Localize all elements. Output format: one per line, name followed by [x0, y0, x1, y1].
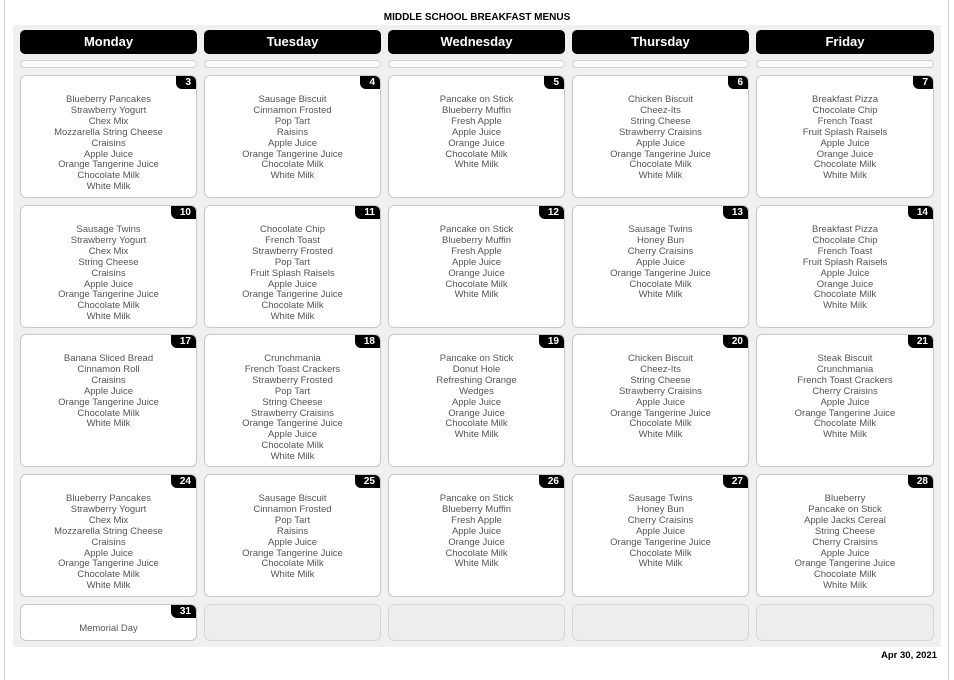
menu-list	[389, 95, 564, 171]
menu-item: French Toast Crackers	[797, 374, 893, 386]
menu-list	[205, 354, 380, 463]
menu-list	[757, 95, 933, 182]
menu-item: Orange Tangerine Juice	[58, 159, 159, 171]
day-box	[572, 474, 749, 597]
day-box	[204, 474, 381, 597]
menu-item: Blueberry Pancakes	[65, 493, 152, 504]
menu-item: Strawberry Frosted	[252, 374, 333, 386]
header-spacer	[756, 60, 934, 68]
menu-item: Pancake on Stick	[439, 353, 514, 364]
menu-item: Orange Tangerine Juice	[610, 148, 711, 160]
menu-item: Chocolate Chip	[812, 234, 878, 246]
menu-item: Orange Tangerine Juice	[242, 148, 343, 160]
day-box	[20, 334, 197, 467]
menu-item: Chocolate Milk	[77, 170, 140, 182]
menu-item: Strawberry Yogurt	[70, 234, 147, 246]
header-spacer	[388, 60, 565, 68]
day-header-wednesday: Wednesday	[388, 30, 565, 54]
day-box	[756, 75, 934, 198]
menu-item: Apple Juice	[267, 536, 318, 548]
menu-item: Orange Tangerine Juice	[58, 289, 159, 301]
menu-item: Sausage Biscuit	[258, 94, 327, 105]
menu-item: Pancake on Stick	[439, 94, 514, 105]
menu-item: Orange Juice	[816, 278, 874, 290]
menu-item: Raisins	[276, 525, 309, 537]
menu-item: Cherry Craisins	[812, 385, 878, 397]
day-box	[20, 604, 197, 641]
day-box	[204, 205, 381, 328]
menu-item: White Milk	[454, 558, 499, 570]
day-header-tuesday: Tuesday	[204, 30, 381, 54]
menu-item: Blueberry Muffin	[442, 234, 511, 246]
menu-item: Chocolate Milk	[445, 148, 508, 160]
date-badge: 12	[539, 206, 564, 219]
menu-item: Chocolate Milk	[261, 440, 324, 452]
menu-item: Apple Juice	[83, 278, 134, 290]
menu-item: Pancake on Stick	[808, 503, 882, 515]
menu-item: Apple Juice	[267, 137, 318, 149]
menu-item: Apple Juice	[635, 396, 686, 408]
menu-item: Fresh Apple	[451, 115, 502, 127]
menu-item: White Milk	[86, 580, 131, 592]
menu-list	[389, 494, 564, 570]
date-badge: 20	[723, 335, 748, 348]
page-left-rule	[4, 0, 5, 680]
calendar-grid	[13, 25, 941, 647]
menu-item: Chocolate Milk	[813, 159, 877, 171]
menu-item: White Milk	[86, 418, 131, 430]
menu-item: Blueberry Pancakes	[65, 94, 152, 105]
menu-item: Fruit Splash Raisels	[802, 256, 888, 268]
menu-item: Raisins	[276, 126, 309, 138]
menu-item: Strawberry Craisins	[251, 407, 334, 419]
menu-item: Pancake on Stick	[439, 493, 514, 504]
menu-item: Apple Juice	[451, 396, 502, 408]
page-right-rule	[948, 0, 949, 680]
menu-item: Chocolate Milk	[261, 300, 324, 312]
menu-item: Cheez-Its	[640, 363, 681, 375]
menu-list	[573, 95, 748, 182]
empty-day-box	[756, 604, 934, 641]
day-box	[756, 334, 934, 467]
menu-item: Pancake on Stick	[439, 224, 514, 235]
menu-item: Memorial Day	[79, 623, 138, 634]
menu-item: White Milk	[454, 429, 499, 441]
menu-item: Chex Mix	[88, 115, 129, 127]
menu-item: Crunchmania	[264, 353, 321, 364]
day-box	[388, 205, 565, 328]
day-box	[572, 334, 749, 467]
menu-item: Strawberry Craisins	[619, 126, 702, 138]
menu-list	[205, 494, 380, 581]
menu-item: Pop Tart	[274, 115, 311, 127]
menu-item: Blueberry Muffin	[442, 104, 511, 116]
date-badge: 21	[908, 335, 933, 348]
day-box	[20, 75, 197, 198]
menu-item: Apple Juice	[451, 525, 502, 537]
menu-item: Apple Juice	[820, 267, 870, 279]
menu-item: Cinnamon Frosted	[253, 104, 332, 116]
date-badge: 7	[913, 76, 933, 89]
menu-item: White Milk	[270, 451, 315, 463]
menu-item: Craisins	[91, 374, 126, 386]
menu-item: Honey Bun	[636, 234, 684, 246]
menu-item: String Cheese	[262, 396, 323, 408]
menu-item: Orange Tangerine Juice	[242, 418, 343, 430]
menu-item: Crunchmania	[816, 363, 874, 375]
menu-item: Fruit Splash Raisels	[250, 267, 335, 279]
menu-item: Chicken Biscuit	[628, 353, 693, 364]
menu-item: Orange Juice	[448, 267, 505, 279]
empty-day-box	[388, 604, 565, 641]
menu-item: Craisins	[91, 137, 126, 149]
header-spacer	[204, 60, 381, 68]
date-badge: 11	[355, 206, 380, 219]
day-box	[204, 75, 381, 198]
menu-list	[573, 225, 748, 301]
menu-item: Mozzarella String Cheese	[54, 525, 163, 537]
menu-item: Chocolate Chip	[812, 104, 878, 116]
menu-item: White Milk	[638, 558, 683, 570]
menu-item: Chocolate Milk	[445, 278, 508, 290]
menu-item: Chocolate Milk	[445, 418, 508, 430]
menu-item: White Milk	[823, 300, 867, 312]
menu-item: Steak Biscuit	[817, 353, 873, 364]
day-box	[204, 334, 381, 467]
date-badge: 26	[539, 475, 564, 488]
menu-item: French Toast	[265, 234, 320, 246]
menu-item: Honey Bun	[636, 503, 684, 515]
menu-item: White Milk	[454, 159, 499, 171]
date-badge: 4	[360, 76, 380, 89]
menu-item: Apple Juice	[267, 429, 318, 441]
menu-item: Chocolate Milk	[629, 278, 692, 290]
day-box	[20, 474, 197, 597]
day-box	[388, 334, 565, 467]
empty-day-box	[572, 604, 749, 641]
menu-item: Chocolate Milk	[77, 300, 140, 312]
menu-item: Chex Mix	[88, 514, 129, 526]
menu-item: Cherry Craisins	[627, 514, 694, 526]
date-badge: 13	[723, 206, 748, 219]
empty-day-box	[204, 604, 381, 641]
page-title: MIDDLE SCHOOL BREAKFAST MENUS	[383, 12, 571, 23]
menu-item: White Milk	[270, 569, 315, 581]
day-box	[572, 205, 749, 328]
menu-item: Chocolate Chip	[260, 224, 325, 235]
day-box	[388, 474, 565, 597]
menu-item: Craisins	[91, 267, 126, 279]
menu-item: String Cheese	[814, 525, 876, 537]
menu-item: Chocolate Milk	[77, 407, 140, 419]
day-header-friday: Friday	[756, 30, 934, 54]
menu-item: Chocolate Milk	[261, 159, 324, 171]
menu-item: White Milk	[823, 580, 867, 592]
menu-item: String Cheese	[78, 256, 139, 268]
menu-item: String Cheese	[630, 115, 691, 127]
menu-item: Orange Tangerine Juice	[58, 396, 159, 408]
menu-item: Orange Tangerine Juice	[242, 289, 343, 301]
menu-item: Blueberry	[824, 493, 866, 504]
menu-list	[573, 354, 748, 441]
day-box	[572, 75, 749, 198]
menu-item: Refreshing Orange	[436, 374, 517, 386]
menu-list	[21, 95, 196, 193]
date-badge: 25	[355, 475, 380, 488]
menu-item: White Milk	[86, 311, 131, 323]
menu-item: Strawberry Craisins	[619, 385, 702, 397]
menu-item: Chex Mix	[88, 245, 129, 257]
menu-item: Sausage Twins	[628, 493, 693, 504]
menu-list	[757, 354, 933, 441]
menu-item: Orange Tangerine Juice	[58, 558, 159, 570]
menu-item: Apple Juice	[820, 547, 870, 559]
menu-item: Sausage Twins	[628, 224, 693, 235]
menu-item: White Milk	[270, 170, 315, 182]
menu-item: White Milk	[823, 170, 867, 182]
menu-item: Orange Juice	[448, 536, 505, 548]
print-date: Apr 30, 2021	[881, 650, 937, 661]
date-badge: 6	[728, 76, 748, 89]
menu-item: White Milk	[638, 170, 683, 182]
menu-item: White Milk	[823, 429, 867, 441]
menu-item: Apple Juice	[635, 525, 686, 537]
date-badge: 19	[539, 335, 564, 348]
header-spacer	[20, 60, 197, 68]
menu-item: Strawberry Yogurt	[70, 104, 147, 116]
menu-list	[21, 354, 196, 430]
menu-list	[205, 95, 380, 182]
menu-item: Fresh Apple	[451, 245, 502, 257]
menu-item: White Milk	[638, 289, 683, 301]
menu-list	[389, 354, 564, 441]
menu-item: Orange Tangerine Juice	[610, 536, 711, 548]
header-spacer	[572, 60, 749, 68]
menu-item: Strawberry Yogurt	[70, 503, 147, 515]
menu-item: White Milk	[454, 289, 499, 301]
menu-item: Chocolate Milk	[629, 547, 692, 559]
menu-list	[21, 225, 196, 323]
day-box	[756, 474, 934, 597]
menu-item: White Milk	[270, 311, 315, 323]
menu-item: Strawberry Frosted	[252, 245, 333, 257]
date-badge: 5	[544, 76, 564, 89]
menu-item: Orange Tangerine Juice	[794, 407, 896, 419]
date-badge: 3	[176, 76, 196, 89]
menu-item: Pop Tart	[274, 256, 311, 268]
menu-item: String Cheese	[630, 374, 691, 386]
day-box	[388, 75, 565, 198]
menu-list	[389, 225, 564, 301]
menu-list	[757, 225, 933, 312]
menu-item: Cinnamon Roll	[77, 363, 140, 375]
menu-list	[21, 494, 196, 592]
menu-item: Chocolate Milk	[445, 547, 508, 559]
menu-list	[757, 494, 933, 592]
menu-item: White Milk	[86, 181, 131, 193]
menu-item: Fresh Apple	[451, 514, 502, 526]
menu-item: Pop Tart	[274, 385, 311, 397]
menu-item: Apple Juice	[267, 278, 318, 290]
menu-item: Craisins	[91, 536, 126, 548]
menu-item: Chocolate Milk	[261, 558, 324, 570]
date-badge: 14	[908, 206, 933, 219]
menu-item: Chocolate Milk	[629, 418, 692, 430]
menu-item: French Toast	[817, 115, 873, 127]
menu-item: Apple Juice	[451, 256, 502, 268]
day-box	[20, 205, 197, 328]
date-badge: 24	[171, 475, 196, 488]
menu-item: Sausage Biscuit	[258, 493, 327, 504]
menu-item: Apple Juice	[820, 137, 870, 149]
menu-list	[21, 624, 196, 635]
menu-item: Fruit Splash Raisels	[802, 126, 888, 138]
menu-item: Cheez-Its	[640, 104, 681, 116]
menu-item: French Toast Crackers	[244, 363, 341, 375]
menu-item: Wedges	[459, 385, 494, 397]
date-badge: 10	[171, 206, 196, 219]
menu-item: Cherry Craisins	[627, 245, 694, 257]
menu-item: Cherry Craisins	[812, 536, 878, 548]
menu-item: Breakfast Pizza	[812, 94, 878, 105]
menu-item: Apple Juice	[451, 126, 502, 138]
date-badge: 17	[171, 335, 196, 348]
menu-item: Chocolate Milk	[629, 159, 692, 171]
date-badge: 28	[908, 475, 933, 488]
menu-item: Chicken Biscuit	[628, 94, 693, 105]
menu-item: Blueberry Muffin	[442, 503, 511, 515]
menu-item: Chocolate Milk	[813, 418, 877, 430]
menu-item: Breakfast Pizza	[812, 224, 878, 235]
menu-item: Apple Juice	[83, 547, 134, 559]
menu-item: Donut Hole	[452, 363, 501, 375]
menu-item: Orange Tangerine Juice	[794, 558, 896, 570]
day-header-thursday: Thursday	[572, 30, 749, 54]
menu-item: Orange Juice	[448, 137, 505, 149]
menu-item: Cinnamon Frosted	[253, 503, 332, 515]
menu-item: Apple Juice	[83, 148, 134, 160]
day-header-monday: Monday	[20, 30, 197, 54]
date-badge: 27	[723, 475, 748, 488]
menu-item: Apple Juice	[820, 396, 870, 408]
menu-item: Mozzarella String Cheese	[54, 126, 163, 138]
menu-item: French Toast	[817, 245, 873, 257]
menu-item: Apple Juice	[635, 137, 686, 149]
menu-item: Chocolate Milk	[813, 569, 877, 581]
menu-item: Orange Tangerine Juice	[242, 547, 343, 559]
menu-item: Orange Tangerine Juice	[610, 407, 711, 419]
day-box	[756, 205, 934, 328]
menu-item: Banana Sliced Bread	[63, 353, 154, 364]
menu-list	[573, 494, 748, 570]
menu-item: Apple Juice	[83, 385, 134, 397]
menu-item: Chocolate Milk	[77, 569, 140, 581]
menu-item: Pop Tart	[274, 514, 311, 526]
menu-item: Apple Juice	[635, 256, 686, 268]
menu-item: Chocolate Milk	[813, 289, 877, 301]
menu-item: White Milk	[638, 429, 683, 441]
menu-item: Orange Juice	[448, 407, 505, 419]
date-badge: 31	[171, 605, 196, 618]
menu-list	[205, 225, 380, 323]
menu-item: Sausage Twins	[76, 224, 141, 235]
menu-item: Apple Jacks Cereal	[804, 514, 886, 526]
menu-item: Orange Tangerine Juice	[610, 267, 711, 279]
date-badge: 18	[355, 335, 380, 348]
menu-item: Orange Juice	[816, 148, 874, 160]
